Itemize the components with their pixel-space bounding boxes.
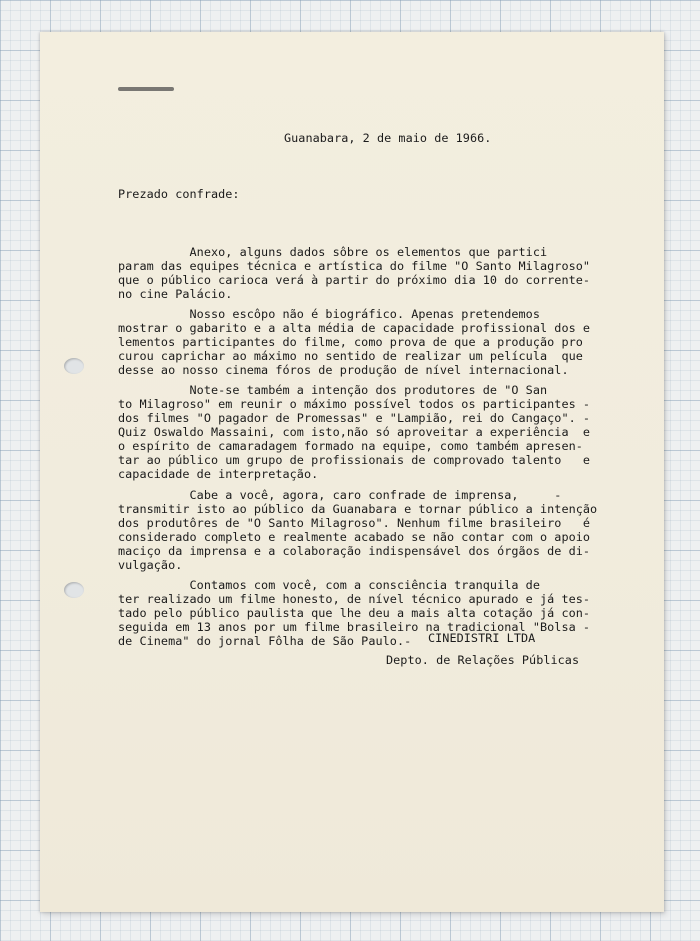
paragraph-2-line-1: Nosso escôpo não é biográfico. Apenas pretendemos [118,307,540,321]
paragraph-4-line-3: dos produtôres de "O Santo Milagroso". Nenhum filme brasileiro é [118,516,591,530]
paragraph-4-line-4: considerado completo e realmente acabado se não contar com o apoio [118,530,591,544]
paragraph-4-line-1: Cabe a você, agora, caro confrade de imprensa, - [118,488,562,502]
paragraph-2-line-4: curou caprichar ao máximo no sentido de realizar um película que [118,349,583,363]
punch-hole-bottom [64,582,84,598]
paragraph-4-line-5: maciço da imprensa e a colaboração indispensável dos órgãos de di- [118,544,591,558]
paragraph-5-line-2: ter realizado um filme honesto, de nível técnico apurado e já tes- [118,592,591,606]
paragraph-2-line-5: desse ao nosso cinema fóros de produção de nível internacional. [118,363,569,377]
paragraph-3-line-5: o espírito de camaradagem formado na equipe, como também apresen- [118,439,583,453]
paragraph-5-line-1: Contamos com você, com a consciência tranquila de [118,578,540,592]
paragraph-1-line-1: Anexo, alguns dados sôbre os elementos que partici [118,245,548,259]
signature-company: CINEDISTRI LTDA [428,631,536,645]
pen-mark [118,87,174,91]
paragraph-2-line-2: mostrar o gabarito e a alta média de capacidade profissional dos e [118,321,591,335]
paragraph-5-line-3: tado pelo público paulista que lhe deu a mais alta cotação já con- [118,606,591,620]
salutation: Prezado confrade: [118,187,240,201]
date-line: Guanabara, 2 de maio de 1966. [284,131,492,145]
punch-hole-top [64,358,84,374]
paragraph-3-line-3: dos filmes "O pagador de Promessas" e "Lampião, rei do Cangaço". - [118,411,591,425]
paragraph-4-line-2: transmitir isto ao público da Guanabara e tornar público a intenção [118,502,598,516]
paragraph-5-line-5: de Cinema" do jornal Fôlha de São Paulo.- [118,634,412,648]
paragraph-3-line-4: Quiz Oswaldo Massaini, com isto,não só aproveitar a experiência e [118,425,591,439]
paragraph-3-line-6: tar ao público um grupo de profissionais de comprovado talento e [118,453,591,467]
paragraph-5-line-4: seguida em 13 anos por um filme brasileiro na tradicional "Bolsa - [118,620,591,634]
letter-sheet [40,32,664,912]
paragraph-1-line-2: param das equipes técnica e artística do filme "O Santo Milagroso" [118,259,591,273]
paragraph-4-line-6: vulgação. [118,558,183,572]
signature-department: Depto. de Relações Públicas [386,653,580,667]
paragraph-3-line-7: capacidade de interpretação. [118,467,319,481]
paragraph-1-line-3: que o público carioca verá à partir do próximo dia 10 do corrente- [118,273,591,287]
paragraph-3-line-1: Note-se também a intenção dos produtores de "O San [118,383,548,397]
paragraph-1-line-4: no cine Palácio. [118,287,233,301]
paragraph-2-line-3: lementos participantes do filme, como prova de que a produção pro [118,335,583,349]
paragraph-3-line-2: to Milagroso" em reunir o máximo possível todos os participantes - [118,397,591,411]
